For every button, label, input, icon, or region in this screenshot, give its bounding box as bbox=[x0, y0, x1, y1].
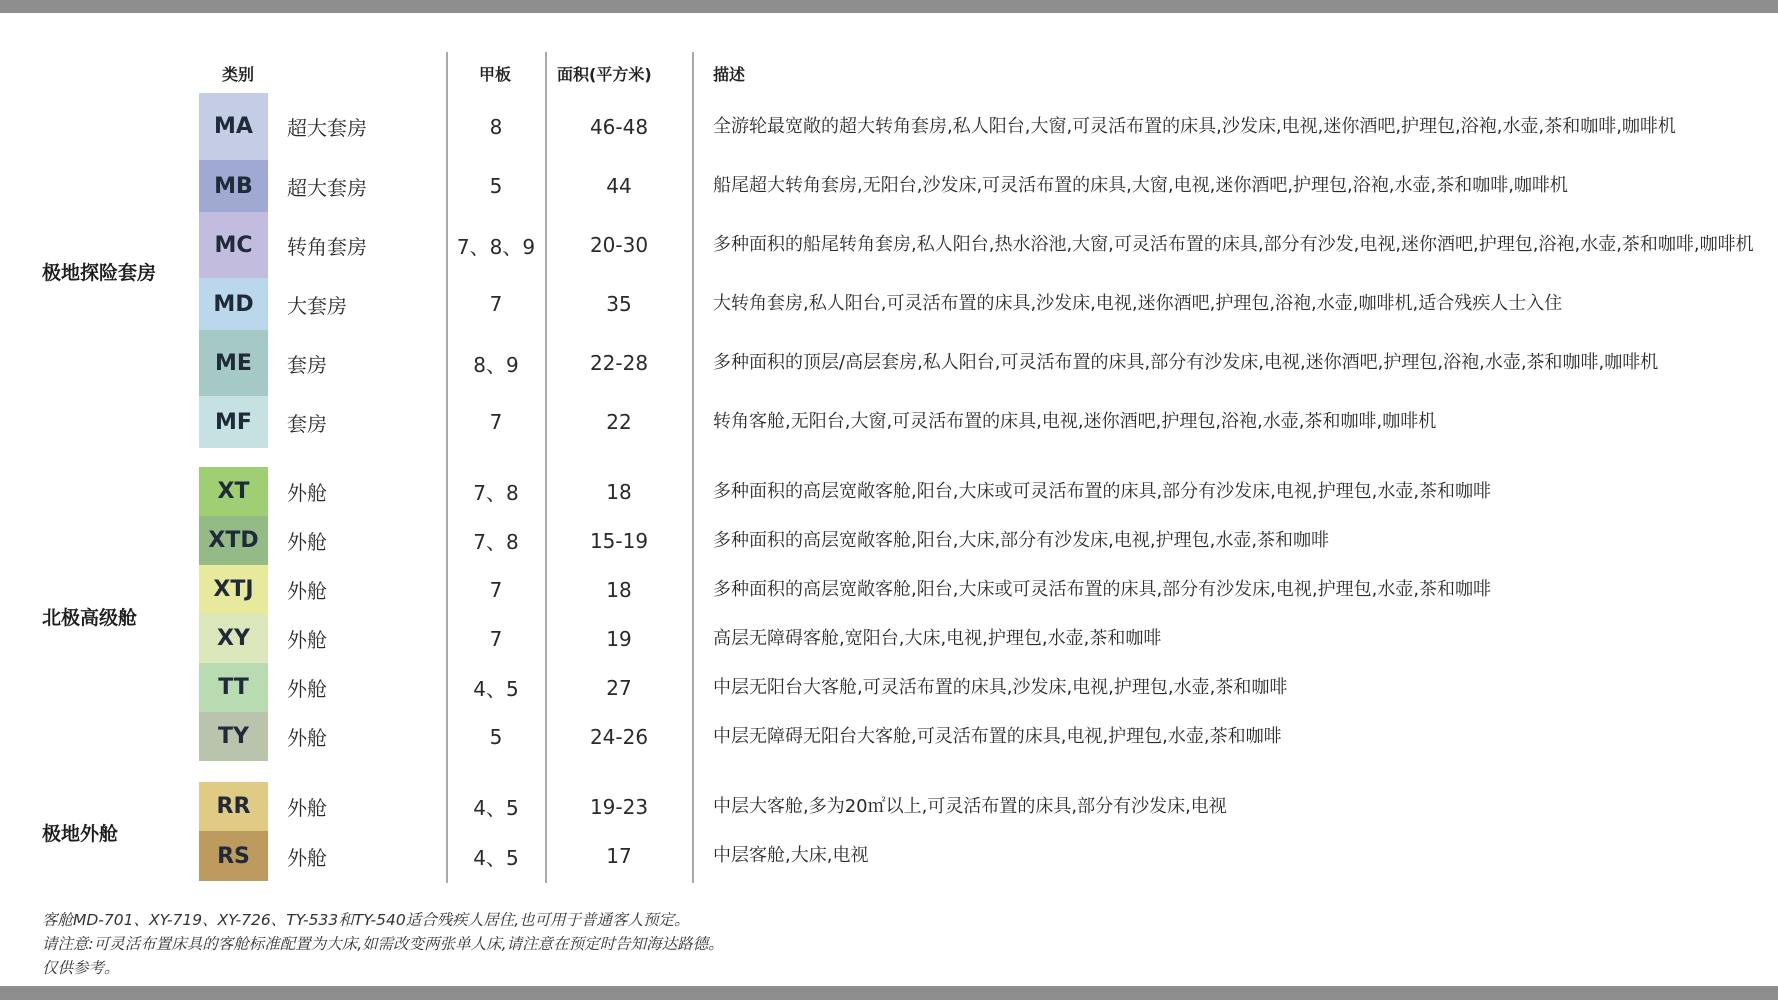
table-row bbox=[0, 831, 1778, 881]
cabin-deck: 8、9 bbox=[473, 352, 519, 377]
cabin-area: 22-28 bbox=[589, 351, 649, 375]
cabin-description: 转角客舱,无阳台,大窗,可灵活布置的床具,电视,迷你酒吧,护理包,浴袍,水壶,茶和咖啡,咖啡机 bbox=[713, 411, 1437, 432]
table-row bbox=[0, 212, 1778, 278]
cabin-deck: 7、8 bbox=[473, 481, 519, 505]
cabin-deck: 7 bbox=[489, 292, 503, 316]
bottom-border bbox=[0, 986, 1778, 1000]
cabin-area: 19 bbox=[606, 626, 632, 651]
cabin-code: RR bbox=[199, 782, 268, 831]
table-row bbox=[0, 712, 1778, 761]
table-row bbox=[0, 278, 1778, 330]
cabin-code: MA bbox=[199, 93, 268, 160]
table-row bbox=[0, 93, 1778, 160]
cabin-description: 大转角套房,私人阳台,可灵活布置的床具,沙发床,电视,迷你酒吧,护理包,浴袍,水壶,咖啡机,适合残疾人士入住 bbox=[713, 293, 1563, 314]
table-row bbox=[0, 467, 1778, 516]
cabin-category: 套房 bbox=[287, 352, 327, 377]
table-row bbox=[0, 160, 1778, 212]
cabin-deck: 7 bbox=[489, 577, 503, 602]
cabin-description: 高层无障碍客舱,宽阳台,大床,电视,护理包,水壶,茶和咖啡 bbox=[713, 627, 1162, 649]
cabin-category: 外舱 bbox=[287, 726, 327, 750]
cabin-code: ME bbox=[199, 330, 268, 396]
cabin-area: 44 bbox=[606, 174, 632, 198]
cabin-area: 46-48 bbox=[589, 114, 649, 139]
cabin-category: 套房 bbox=[287, 411, 327, 436]
cabin-category: 大套房 bbox=[287, 293, 347, 318]
table-row bbox=[0, 516, 1778, 565]
group-label-arctic-superior: 北极高级舱 bbox=[42, 607, 138, 629]
cabin-description: 多种面积的顶层/高层套房,私人阳台,可灵活布置的床具,部分有沙发床,电视,迷你酒吧,护理包,浴袍,水壶,茶和咖啡,咖啡机 bbox=[713, 352, 1659, 373]
top-border bbox=[0, 0, 1778, 13]
cabin-category: 外舱 bbox=[287, 481, 327, 505]
cabin-code: XT bbox=[199, 467, 268, 516]
cabin-area: 24-26 bbox=[589, 724, 649, 749]
cabin-category: 外舱 bbox=[287, 796, 327, 820]
group-label-polar-suites: 极地探险套房 bbox=[42, 262, 157, 284]
table-row bbox=[0, 396, 1778, 448]
cabin-category: 外舱 bbox=[287, 845, 327, 870]
cabin-category: 超大套房 bbox=[287, 116, 367, 140]
cabin-category: 转角套房 bbox=[287, 234, 367, 259]
cabin-code: XY bbox=[199, 614, 268, 663]
cabin-code: XTJ bbox=[199, 565, 268, 614]
cabin-description: 多种面积的高层宽敞客舱,阳台,大床,部分有沙发床,电视,护理包,水壶,茶和咖啡 bbox=[713, 529, 1330, 551]
table-row bbox=[0, 782, 1778, 831]
group-label-polar-outside: 极地外舱 bbox=[42, 823, 119, 845]
cabin-description: 中层大客舱,多为20㎡以上,可灵活布置的床具,部分有沙发床,电视 bbox=[713, 795, 1227, 817]
cabin-area: 17 bbox=[606, 844, 632, 868]
table-row bbox=[0, 614, 1778, 663]
cabin-code: MB bbox=[199, 160, 268, 212]
cabin-description: 多种面积的船尾转角套房,私人阳台,热水浴池,大窗,可灵活布置的床具,部分有沙发,电视,迷你酒吧,护理包,浴袍,水壶,茶和咖啡,咖啡机 bbox=[713, 234, 1754, 255]
cabin-area: 19-23 bbox=[589, 794, 649, 819]
cabin-area: 18 bbox=[606, 479, 632, 504]
footnote-reference: 仅供参考。 bbox=[42, 959, 120, 977]
cabin-description: 中层无障碍无阳台大客舱,可灵活布置的床具,电视,护理包,水壶,茶和咖啡 bbox=[713, 725, 1282, 747]
table-row bbox=[0, 565, 1778, 614]
cabin-area: 22 bbox=[606, 410, 632, 434]
footnote-bed-config: 请注意:可灵活布置床具的客舱标准配置为大床,如需改变两张单人床,请注意在预定时告知海达路德。 bbox=[42, 935, 724, 953]
cabin-description: 多种面积的高层宽敞客舱,阳台,大床或可灵活布置的床具,部分有沙发床,电视,护理包,水壶,茶和咖啡 bbox=[713, 578, 1492, 600]
cabin-deck: 4、5 bbox=[473, 677, 519, 701]
cabin-deck: 7、8、9 bbox=[456, 234, 536, 259]
cabin-description: 多种面积的高层宽敞客舱,阳台,大床或可灵活布置的床具,部分有沙发床,电视,护理包,水壶,茶和咖啡 bbox=[713, 480, 1492, 502]
header-deck: 甲板 bbox=[479, 65, 512, 84]
header-area: 面积(平方米) bbox=[557, 65, 652, 84]
table-row bbox=[0, 330, 1778, 396]
cabin-deck: 7 bbox=[489, 410, 503, 434]
cabin-category: 外舱 bbox=[287, 530, 327, 554]
cabin-deck: 5 bbox=[489, 174, 503, 198]
cabin-deck: 7 bbox=[489, 626, 503, 651]
cabin-area: 35 bbox=[606, 292, 632, 316]
cabin-code: XTD bbox=[199, 516, 268, 565]
cabin-code: RS bbox=[199, 831, 268, 881]
cabin-code: TT bbox=[199, 663, 268, 712]
cabin-category: 外舱 bbox=[287, 579, 327, 603]
cabin-category: 超大套房 bbox=[287, 175, 367, 200]
cabin-code: MF bbox=[199, 396, 268, 448]
cabin-code: MC bbox=[199, 212, 268, 278]
cabin-area: 20-30 bbox=[589, 233, 649, 257]
cabin-description: 全游轮最宽敞的超大转角套房,私人阳台,大窗,可灵活布置的床具,沙发床,电视,迷你酒吧,护理包,浴袍,水壶,茶和咖啡,咖啡机 bbox=[713, 115, 1676, 137]
cabin-deck: 5 bbox=[489, 724, 503, 749]
cabin-code: TY bbox=[199, 712, 268, 761]
table-row bbox=[0, 663, 1778, 712]
footnotes bbox=[42, 908, 724, 980]
footnote-accessibility: 客舱MD-701、XY-719、XY-726、TY-533和TY-540适合残疾人居住,也可用于普通客人预定。 bbox=[42, 911, 690, 929]
cabin-deck: 4、5 bbox=[473, 796, 519, 820]
cabin-deck: 4、5 bbox=[473, 845, 519, 870]
cabin-description: 船尾超大转角套房,无阳台,沙发床,可灵活布置的床具,大窗,电视,迷你酒吧,护理包,浴袍,水壶,茶和咖啡,咖啡机 bbox=[713, 175, 1568, 196]
cabin-area: 15-19 bbox=[589, 528, 649, 553]
header-description: 描述 bbox=[713, 65, 746, 84]
cabin-deck: 7、8 bbox=[473, 530, 519, 554]
cabin-code: MD bbox=[199, 278, 268, 330]
cabin-description: 中层无阳台大客舱,可灵活布置的床具,沙发床,电视,护理包,水壶,茶和咖啡 bbox=[713, 676, 1288, 698]
cabin-area: 18 bbox=[606, 577, 632, 602]
header-category: 类别 bbox=[222, 65, 255, 84]
cabin-category: 外舱 bbox=[287, 628, 327, 652]
cabin-area: 27 bbox=[606, 675, 632, 700]
cabin-description: 中层客舱,大床,电视 bbox=[713, 845, 869, 866]
cabin-deck: 8 bbox=[489, 114, 503, 139]
cabin-category: 外舱 bbox=[287, 677, 327, 701]
